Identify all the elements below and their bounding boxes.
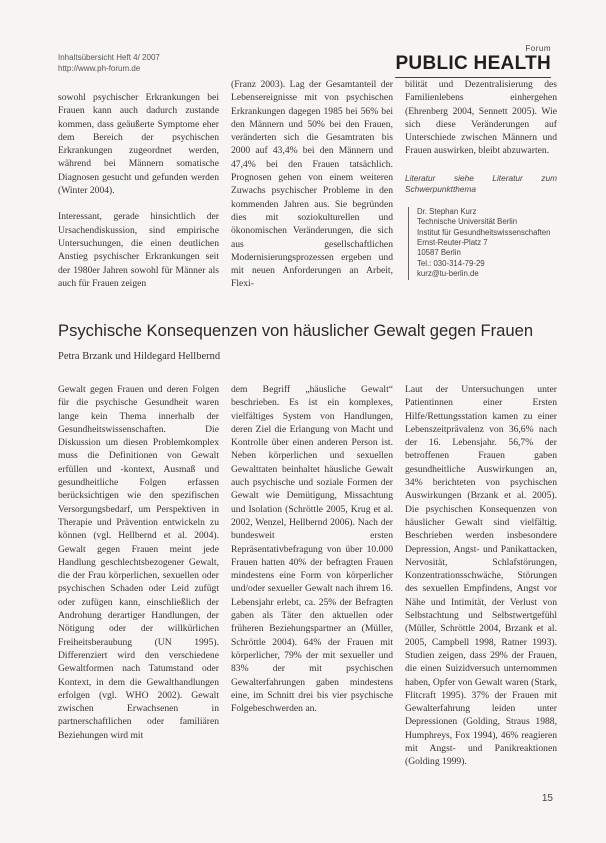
article-column-3 [405,383,557,769]
previous-article-column-2 [231,78,393,291]
address-line: Tel.: 030-314-79-29 [417,258,485,268]
paragraph: dem Begriff „häusliche Gewalt“ beschrieben. Es ist ein komplexes, vielfältiges System von Handlungen, deren Ziel die Erlangung von Macht und Kontrolle über einen anderen Person ist. Neben körperlichen und sexuellen Gewalttaten beinhaltet häusliche Gewalt auch psychische und soziale Formen der Gewalt wie Demütigung, Missachtung und Isolation (Schröttle 2005, Krug et al. 2002, Wenzel, Hellbernd 2006). Nach der bundesweit ersten Repräsentativbefragung von über 10.000 Frauen hatten 40% der befragten Frauen mindestens eine Form von körperlicher und/oder sexueller Gewalt nach ihrem 16. Lebensjahr erlebt, ca. 25% der Befragten gaben als Täter den aktuellen oder früheren Beziehungspartner an (Müller, Schröttle 2004). 64% der Frauen mit körperlicher, 79% der mit sexueller und 83% der mit psychischen Gewalterfahrungen gaben mindestens eine, im Schnitt drei bis vier psychische Folgebeschwerden an. [231,384,393,715]
address-line: Institut für Gesundheitswissenschaften [417,227,551,237]
literature-note: Literatur siehe Literatur zum Schwerpunktthema [405,172,557,194]
article-column-1 [58,383,219,742]
article-authors: Petra Brzank und Hildegard Hellbernd [58,351,221,362]
address-line: 10587 Berlin [417,248,461,258]
article-column-2 [231,383,393,715]
previous-article-column-1 [58,91,219,290]
brand-name: PUBLIC HEALTH [395,53,551,74]
address-line: Technische Universität Berlin [417,217,518,227]
page-number: 15 [541,793,553,804]
address-line: Dr. Stephan Kurz [417,206,477,216]
paragraph: Interessant, gerade hinsichtlich der Ursachendiskussion, sind empirische Untersuchungen, die einen deutlichen Anstieg psychischer Erkrankungen seit der 1980er Jahren sowohl für Männer als auch für Frauen zeigen [58,211,219,289]
journal-line-1: Inhaltsübersicht Heft 4/ 2007 [58,53,160,62]
article-title: Psychische Konsequenzen von häuslicher Gewalt gegen Frauen [58,321,534,340]
author-address-block [408,207,557,280]
brand-small-label: Forum [525,44,551,53]
journal-info [58,52,160,74]
paragraph: Gewalt gegen Frauen und deren Folgen für die psychische Gesundheit waren lange kein Thema innerhalb der Gesundheitswissenschaften. Die Diskussion um diesen Problemkomplex muss die Definitionen von Gewalt erfüllen und -kontext, Ausmaß und gesundheitliche Folgen erfassen berücksichtigen wie den spezifischen Versorgungsbedarf, um Perspektiven in Therapie und Prävention entwickeln zu können (vgl. Hellbernd et al. 2004). Gewalt gegen Frauen meint jede Handlung geschlechtsbezogener Gewalt, die der Frau körperlichen, sexuellen oder psychischen Schaden oder Leid zufügt oder zufügen kann, einschließlich der Androhung derartiger Handlungen, der Nötigung oder der willkürlichen Freiheitsberaubung (UN 1995). Differenziert wird den verschiedene Gewaltformen nach Tatumstand oder Kontext, in dem die Gewalthandlungen erfolgen (vgl. WHO 2002). Gewalt zwischen Erwachsenen in partnerschaftlichen oder familiären Beziehungen wird mit [58,384,219,741]
paragraph: sowohl psychischer Erkrankungen bei Frauen kann auch dadurch zustande kommen, dass geäußerte Symptome eher dem Bereich der psychischen Erkrankungen zugeordnet werden, während bei Männern somatische Diagnosen gesucht und gefunden werden (Winter 2004). [58,92,219,197]
paragraph: bilität und Dezentralisierung des Familienlebens einhergehen (Ehrenberg 2004, Sennett 2005). Wie sich diese Veränderungen auf Unterschiede zwischen Männern und Frauen auswirken, bleibt abzuwarten. [405,79,557,157]
previous-article-column-3 [405,78,557,280]
journal-brand [395,44,551,78]
address-line: kurz@tu-berlin.de [417,269,479,279]
journal-line-2: http://www.ph-forum.de [58,64,141,73]
address-line: Ernst-Reuter-Platz 7 [417,238,488,247]
paragraph: Laut der Untersuchungen unter Patientinnen einer Ersten Hilfe/Rettungsstation kamen zu einer Lebenszeitprävalenz von 36,6% nach der 16. Lebensjahr. 56,7% der betroffenen Frauen gaben gesundheitliche Auswirkungen an, 34% berichteten von psychischen Auswirkungen (Brzank et al. 2005). Die psychischen Konsequenzen von häuslicher Gewalt sind vielfältig. Beschrieben werden insbesondere Depression, Angst- und Panikattacken, Nervosität, Schlafstörungen, Konzentrationsschwäche, Störungen des sexuellen Empfindens, Angst vor Nähe und Intimität, der Verlust von Selbstachtung und Selbstwertgefühl (Müller, Schröttle 2004, Brzank et al. 2005, Campbell 1998, Ratner 1993). Studien zeigen, dass 29% der Frauen, die einen Suizidversuch unternommen haben, Opfer von Gewalt waren (Stark, Flitcraft 1995). 37% der Frauen mit Gewalterfahrung leiden unter Depressionen (Golding, Straus 1988, Humphreys, Fox 1994), 46% reagieren mit Angst- und Panikreaktionen (Golding 1999). [405,384,557,768]
paragraph: (Franz 2003). Lag der Gesamtanteil der Lebensereignisse mit von psychischen Erkrankungen dagegen 1985 bei 56% bei den Männern und 50% bei den Frauen, veränderten sich die Gesamtraten bis 2000 auf 43,4% bei den Männern und 47,4% bei den Frauen tatsächlich. Prognosen gehen von einem weiteren Zuwachs psychischer Probleme in den kommenden Jahren aus. Sie begründen dies mit soziokulturellen und ökonomischen Veränderungen, die sich aus gesellschaftlichen Modernisierungsprozessen ergeben und mit neuen Anforderungen an Arbeit, Flexi- [231,79,393,290]
